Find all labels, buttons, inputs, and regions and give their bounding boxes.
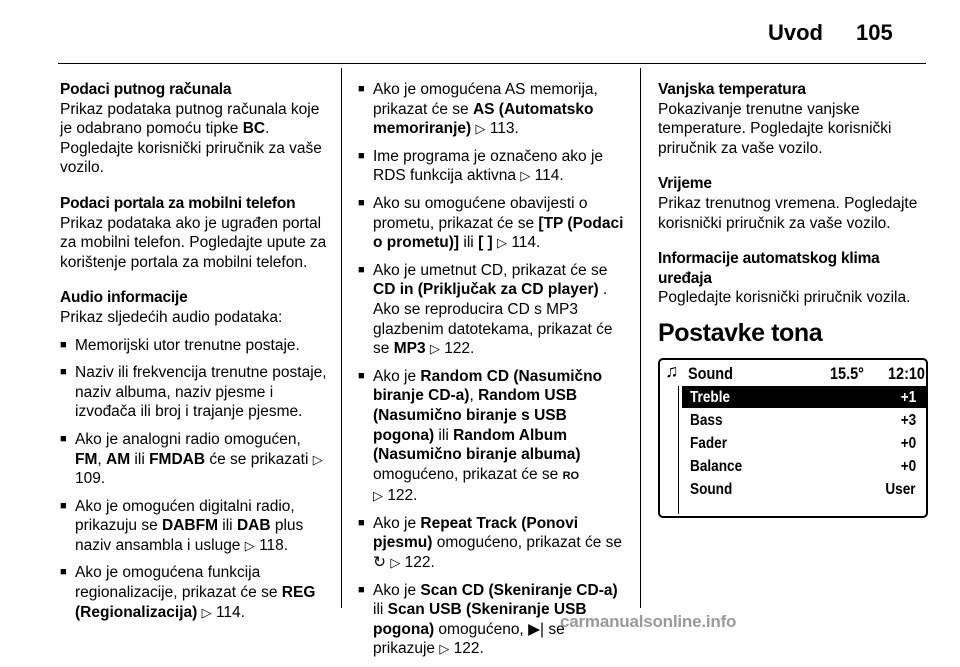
bullet-list — [60, 336, 330, 623]
keyword: MP3 — [393, 340, 426, 358]
text: Ako je umetnut CD, prikazat će se — [373, 261, 608, 279]
header-divider — [58, 63, 926, 64]
keyword: DABFM — [162, 517, 218, 535]
page-ref: 109. — [75, 470, 106, 488]
section-text — [60, 100, 330, 178]
page-ref: 118. — [259, 536, 289, 554]
keyword: Repeat Track (Ponovi pjesmu) — [373, 514, 579, 552]
section-heading: Podaci putnog računala — [60, 81, 232, 98]
page-ref: 113. — [489, 120, 519, 138]
watermark: carmanualsonline.info — [560, 612, 737, 631]
menu-item-value: +1 — [900, 388, 916, 406]
page-ref: 114. — [534, 167, 564, 185]
column-left — [60, 80, 330, 630]
climate-info-section — [658, 249, 928, 308]
column-middle — [358, 80, 628, 667]
bullet-list — [358, 80, 628, 659]
ref-arrow-icon: ▷ — [312, 451, 323, 467]
ref-arrow-icon: ▷ — [373, 488, 383, 504]
screen-title: Sound — [688, 363, 733, 383]
scan-icon: ▶| — [528, 620, 545, 638]
menu-item-label: Sound — [690, 480, 733, 498]
ref-arrow-icon: ▷ — [390, 555, 401, 571]
ref-arrow-icon: ▷ — [244, 537, 255, 553]
screen-clock: 12:10 — [888, 363, 925, 383]
text: Ako je omogućena funkcija regionalizacije, prikazat će se — [75, 564, 282, 602]
menu-item-sound[interactable] — [682, 478, 926, 500]
menu-item-label: Fader — [690, 434, 728, 452]
keyword: DAB — [236, 517, 271, 535]
keyword: FMDAB — [149, 450, 206, 468]
section-text: Pogledajte korisnički priručnik vozila. — [658, 289, 911, 307]
text: Ako je omogućen digitalni radio, prikazuju se — [75, 497, 295, 535]
ref-arrow-icon: ▷ — [497, 235, 508, 251]
ref-arrow-icon: ▷ — [201, 604, 212, 620]
menu-item-label: Balance — [690, 457, 743, 475]
page-header — [0, 0, 960, 64]
text: se prikazuje — [373, 620, 565, 658]
menu-item-value: +0 — [900, 434, 916, 452]
section-heading: Informacije automatskog klima uređaja — [658, 250, 880, 287]
text: ili — [459, 234, 479, 252]
section-text: Pokazivanje trenutne vanjske temperature. Pogledajte korisnički priručnik za vaše vozilo. — [658, 100, 892, 157]
menu-item-treble[interactable] — [682, 386, 926, 408]
text: Ako je — [373, 581, 421, 599]
text: ili — [373, 601, 388, 619]
menu-item-label: Bass — [690, 411, 723, 429]
screen-temperature: 15.5° — [830, 363, 864, 383]
page-ref: 122. — [404, 554, 435, 572]
page-ref: 114. — [215, 603, 245, 621]
text: plus naziv ansambla i usluge — [75, 517, 304, 554]
text: . Ako se reproducira CD s MP3 glazbenim datotekama, prikazat će se — [373, 281, 613, 358]
text: će se prikazati — [205, 450, 313, 468]
list-item: ■ Naziv ili frekvencija trenutne postaje, naziv albuma, naziv pjesme i izvođača ili broj i trajanje pjesme. — [60, 363, 330, 422]
music-note-icon: ♫ — [665, 360, 679, 381]
trip-computer-section — [60, 80, 330, 178]
keyword: [TP (Podaci o prometu)] — [373, 214, 624, 252]
text: , — [469, 387, 479, 405]
section-text: Prikaz trenutnog vremena. Pogledajte korisnički priručnik za vaše vozilo. — [658, 194, 918, 232]
section-text: Prikaz podataka ako je ugrađen portal za mobilni telefon. Pogledajte upute za korištenje portala za mobilni telefon. — [60, 214, 327, 271]
text: ili — [434, 426, 454, 444]
keyword: FM — [75, 450, 98, 468]
list-item — [358, 194, 628, 253]
keyword: Scan CD (Skeniranje CD-a) — [420, 581, 618, 599]
text: Prikaz podataka putnog računala koje je odabrano pomoću tipke — [60, 100, 320, 138]
text: , — [97, 450, 107, 468]
phone-portal-section — [60, 194, 330, 272]
keyword: CD in (Priključak za CD player) — [373, 281, 599, 299]
page-ref: 122. — [444, 340, 475, 358]
text: Ako su omogućene obavijesti o prometu, prikazat će se — [373, 194, 588, 232]
menu-item-value: +0 — [900, 457, 916, 475]
sound-settings-screen — [658, 358, 928, 518]
column-right — [658, 80, 928, 518]
list-item — [60, 430, 330, 489]
section-heading: Podaci portala za mobilni telefon — [60, 194, 296, 212]
page-ref: 122. — [453, 640, 484, 658]
keyword: AM — [106, 450, 131, 468]
text: omogućeno, prikazat će se — [432, 534, 622, 552]
menu-item-label: Treble — [690, 388, 731, 406]
list-item — [358, 80, 628, 139]
menu-item-value: User — [885, 480, 916, 498]
text: Ako je omogućena AS memorija, prikazat će se — [373, 81, 598, 118]
list-item — [358, 261, 628, 359]
list-item — [60, 497, 330, 556]
text: ili — [130, 450, 150, 468]
ref-arrow-icon: ▷ — [439, 641, 450, 657]
header-title: Uvod — [768, 20, 823, 45]
time-section — [658, 174, 928, 233]
screen-title-bar — [660, 360, 926, 386]
text: ili — [217, 517, 237, 535]
text: Ako je — [373, 514, 421, 532]
page-number: 105 — [856, 20, 893, 45]
keyword: Random Album (Nasumično biranje albuma) — [373, 426, 581, 464]
screen-divider — [678, 386, 679, 514]
keyword: Random USB (Nasumično biranje s USB pogona) — [373, 387, 578, 444]
list-item — [60, 563, 330, 622]
list-item — [358, 147, 628, 186]
section-heading: Vanjska temperatura — [658, 81, 806, 98]
column-divider — [341, 68, 342, 608]
random-symbol: RO — [562, 469, 580, 482]
menu-item-fader[interactable] — [682, 432, 926, 454]
page-ref: 114. — [511, 234, 541, 252]
repeat-icon: ↻ — [373, 554, 386, 572]
menu-item-bass[interactable] — [682, 409, 926, 431]
list-item — [358, 367, 628, 506]
ref-arrow-icon: ▷ — [520, 168, 531, 184]
text: Ako je analogni radio omogućen, — [75, 430, 301, 448]
ref-arrow-icon: ▷ — [475, 121, 486, 137]
section-heading: Audio informacije — [60, 289, 188, 307]
section-text: Prikaz sljedećih audio podataka: — [60, 308, 283, 326]
menu-item-value: +3 — [900, 411, 916, 429]
ref-arrow-icon: ▷ — [429, 341, 440, 357]
keyword: Random CD (Nasumično biranje CD-a) — [373, 367, 603, 405]
outside-temp-section — [658, 80, 928, 158]
section-title: Postavke tona — [658, 318, 823, 347]
page-ref: 122. — [387, 487, 418, 505]
text: . Pogledajte korisnički priručnik za vaše vozilo. — [60, 120, 322, 177]
keyword: REG (Regionalizacija) — [75, 584, 316, 621]
column-divider — [640, 68, 641, 608]
text: Ime programa je označeno ako je RDS funkcija aktivna — [373, 147, 604, 185]
audio-info-section — [60, 288, 330, 622]
menu-item-balance[interactable] — [682, 455, 926, 477]
section-heading: Vrijeme — [658, 175, 712, 193]
text: Ako je — [373, 367, 421, 385]
list-item: ■ Memorijski utor trenutne postaje. — [60, 336, 330, 356]
text: omogućeno, — [434, 620, 529, 638]
text: omogućeno, prikazat će se — [373, 465, 563, 483]
button-name: BC — [242, 120, 266, 138]
keyword: AS (Automatsko memoriranje) — [373, 100, 594, 138]
keyword: Scan USB (Skeniranje USB pogona) — [373, 601, 587, 638]
keyword: [ ] — [478, 234, 493, 252]
list-item — [358, 514, 628, 573]
